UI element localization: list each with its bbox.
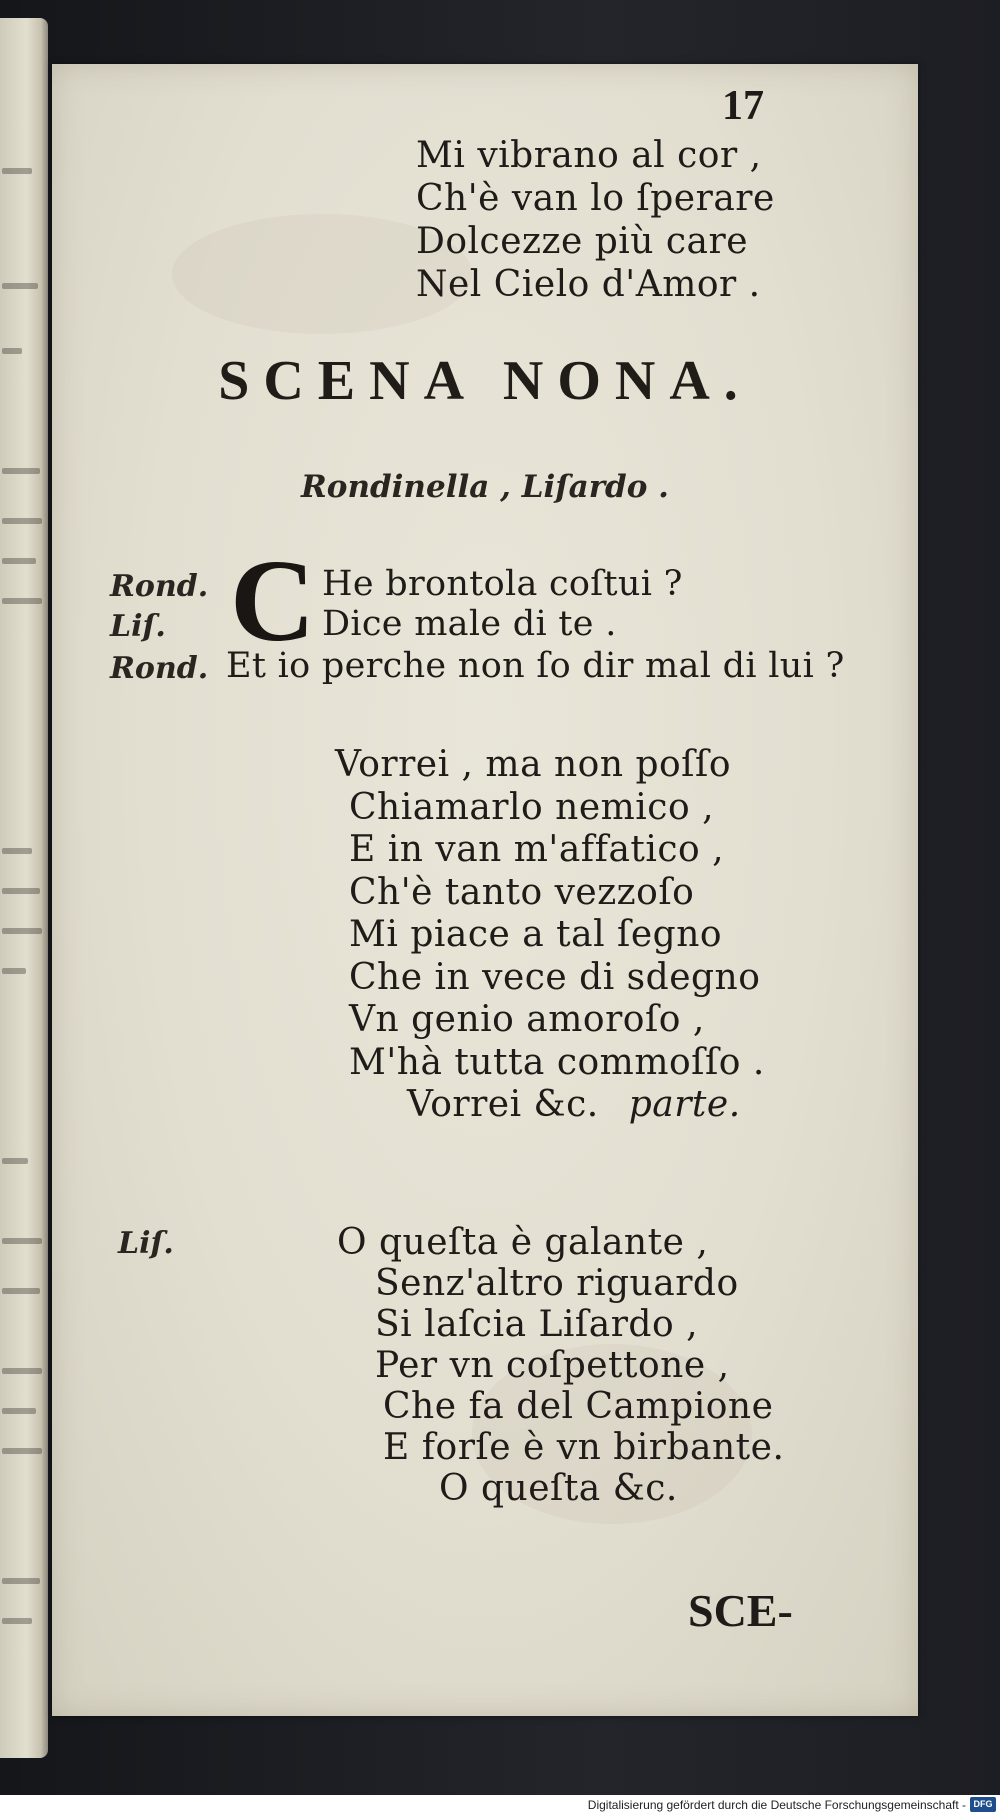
verse-line: Mi piace a tal ſegno bbox=[349, 914, 723, 955]
speaker-label: Liſ. bbox=[118, 1226, 174, 1261]
speaker-label: Liſ. bbox=[110, 609, 166, 644]
verse-line: Ch'è van lo ſperare bbox=[416, 178, 775, 219]
refrain-line bbox=[335, 1084, 765, 1127]
refrain-line: O queſta &c. bbox=[439, 1468, 678, 1509]
scene-title: SCENA NONA. bbox=[218, 350, 752, 412]
verse-line: M'hà tutta commoſſo . bbox=[349, 1041, 765, 1083]
funding-credit: Digitalisierung gefördert durch die Deutsche Forschungsgemeinschaft - bbox=[587, 1798, 966, 1812]
verse-line: E forſe è vn birbante. bbox=[383, 1427, 785, 1468]
speaker-label: Rond. bbox=[110, 651, 209, 686]
speaker-label: Rond. bbox=[110, 569, 209, 604]
verse-line: Per vn coſpettone , bbox=[375, 1345, 730, 1386]
dialogue-line: Dice male di te . bbox=[322, 604, 617, 644]
verse-line: Mi vibrano al cor , bbox=[416, 135, 762, 176]
verse-line: Chiamarlo nemico , bbox=[349, 786, 715, 828]
verse-line: Vn genio amoroſo , bbox=[349, 999, 705, 1040]
refrain-text: Vorrei &c. bbox=[407, 1084, 599, 1125]
verse-line: Si laſcia Liſardo , bbox=[375, 1304, 699, 1345]
opening-verse bbox=[416, 134, 775, 306]
page-number: 17 bbox=[722, 83, 764, 129]
drop-cap: C bbox=[230, 535, 316, 666]
verse-line: Vorrei , ma non poſſo bbox=[335, 744, 732, 785]
aria-verse bbox=[335, 744, 765, 1127]
verse-line: Dolcezze più care bbox=[416, 221, 749, 262]
previous-page-edge bbox=[0, 18, 48, 1758]
verse-line: Ch'è tanto vezzoſo bbox=[349, 871, 695, 913]
aria-verse bbox=[337, 1222, 784, 1509]
verse-line: Che in vece di sdegno bbox=[349, 956, 761, 998]
footer-bar bbox=[0, 1795, 1000, 1815]
character-list: Rondinella , Liſardo . bbox=[301, 469, 669, 505]
book-page bbox=[52, 64, 918, 1716]
stage-direction: parte. bbox=[628, 1084, 741, 1125]
dialogue-line: He brontola coſtui ? bbox=[322, 564, 683, 604]
verse-line: O queſta è galante , bbox=[337, 1222, 709, 1263]
verse-line: Nel Cielo d'Amor . bbox=[416, 264, 761, 305]
dfg-logo[interactable]: DFG bbox=[970, 1797, 996, 1812]
verse-line: Che fa del Campione bbox=[383, 1386, 774, 1427]
verse-line: E in van m'affatico , bbox=[349, 829, 725, 870]
verse-line: Senz'altro riguardo bbox=[375, 1263, 739, 1304]
catchword: SCE- bbox=[688, 1585, 793, 1636]
dialogue-line: Et io perche non ſo dir mal di lui ? bbox=[226, 646, 845, 686]
